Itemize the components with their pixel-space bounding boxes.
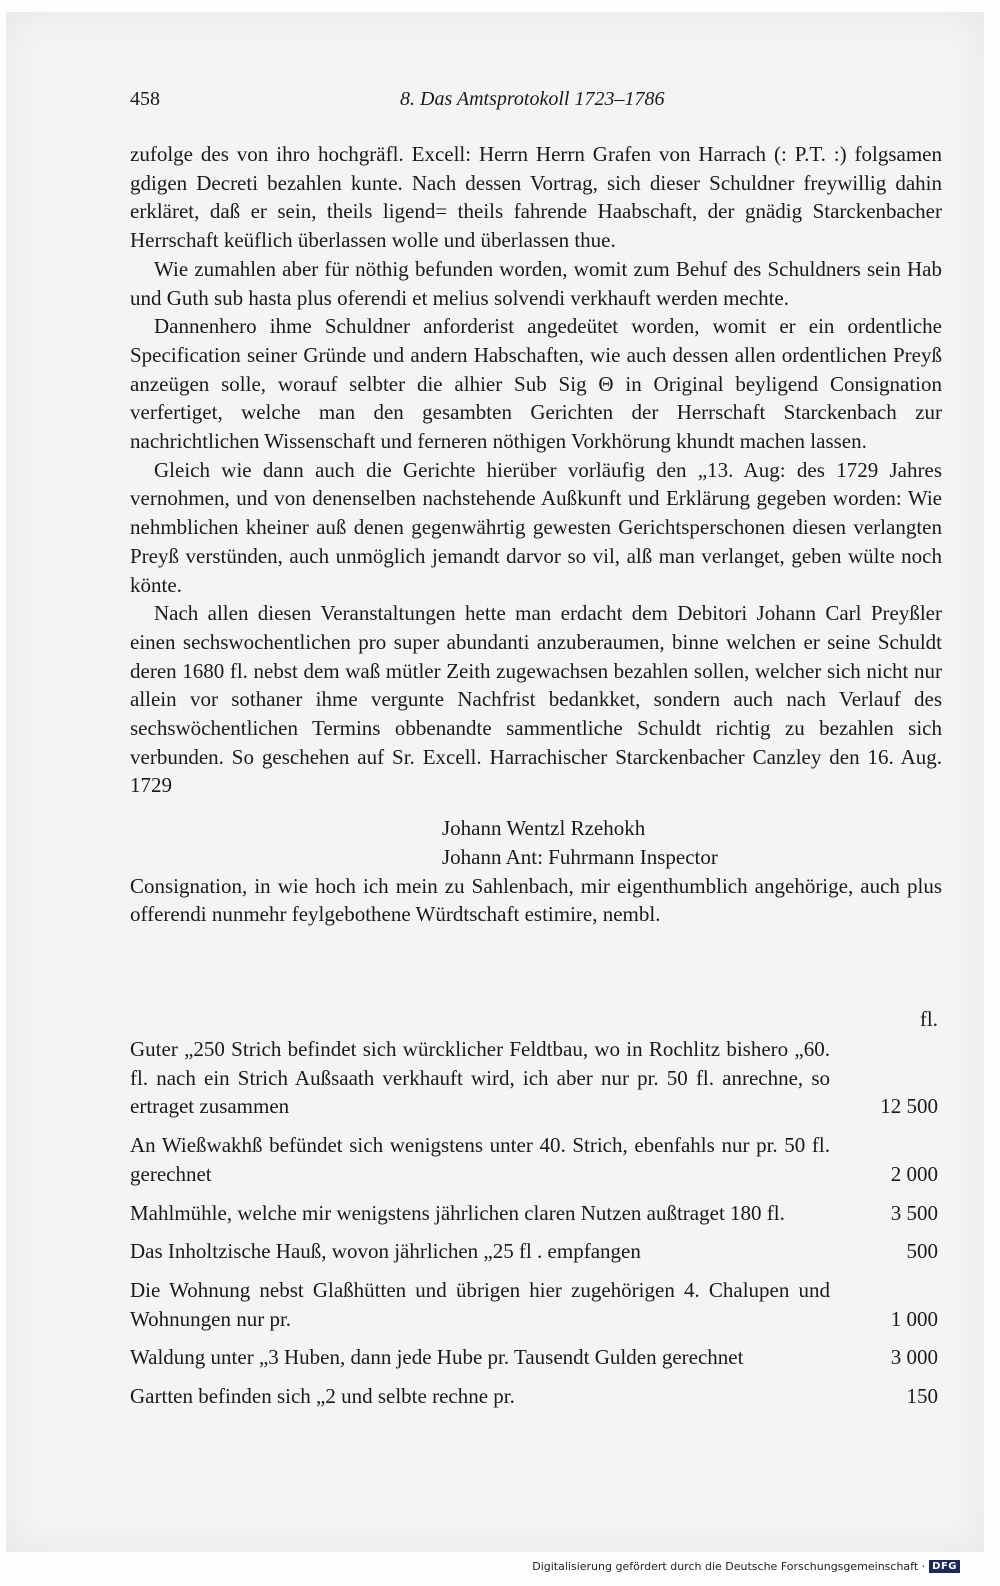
table-row xyxy=(130,1382,942,1411)
row-text: Das Inholtzische Hauß, wovon jährlichen „25 fl . empfangen xyxy=(130,1239,641,1264)
paragraph: Dannenhero ihme Schuldner anforderist angedeütet worden, womit er ein ordentliche Specification seiner Gründe und andern Habschaften, wie auch dessen allen ordentlichen Preyß anzeügen solle, worauf selbter die alhier Sub Sig Θ in Original beyligend Consignation verfertiget, welche man den gesambten Gerichten der Herrschaft Starckenbach zur nachrichtlichen Wissenschaft und ferneren nöthigen Vorkhörung khundt machen lassen. xyxy=(130,314,942,454)
unit-header: fl. xyxy=(919,1007,938,1031)
table-row xyxy=(130,1131,942,1188)
row-text: An Wießwakhß befündet sich wenigstens unter 40. Strich, ebenfahls nur pr. 50 fl. gerechnet xyxy=(130,1133,830,1186)
table-row xyxy=(130,1237,942,1266)
row-amount: 2 000 xyxy=(890,1161,938,1186)
row-text: Gartten befinden sich „2 und selbte rechne pr. xyxy=(130,1384,515,1409)
row-amount: 1 000 xyxy=(890,1306,938,1331)
body-text xyxy=(130,140,942,929)
row-text: Guter „250 Strich befindet sich würcklicher Feldtbau, wo in Rochlitz bishero „60. fl. nach ein Strich Außsaath verkhauft wird, ich aber nur pr. 50 fl. anrechne, so ertraget zusammen xyxy=(130,1037,830,1119)
signature-line: Johann Wentzl Rzehokh xyxy=(442,816,646,841)
page-number: 458 xyxy=(130,88,160,110)
paragraph: zufolge des von ihro hochgräfl. Excell: Herrn Herrn Grafen von Harrach (: P.T. :) folgsamen gdigen Decreti bezahlen kunte. Nach dessen Vortrag, sich dieser Schuldner freywillig dahin erkläret, daß er sein, theils ligend= theils fahrende Haabschaft, der gnädig Starckenbacher Herrschaft keüflich überlassen wolle und überlassen thue. xyxy=(130,142,942,253)
digitization-footer xyxy=(532,1560,960,1573)
row-text: Mahlmühle, welche mir wenigstens jährlichen claren Nutzen außtraget 180 fl. xyxy=(130,1200,785,1225)
row-amount: 12 500 xyxy=(880,1094,938,1119)
paragraph: Wie zumahlen aber für nöthig befunden worden, womit zum Behuf des Schuldners sein Hab und Guth sub hasta plus oferendi et melius solvendi verkhauft werden mechte. xyxy=(130,256,942,310)
dfg-logo: DFG xyxy=(929,1560,960,1573)
table-row xyxy=(130,1035,942,1121)
row-text: Die Wohnung nebst Glaßhütten und übrigen hier zugehörigen 4. Chalupen und Wohnungen nur pr. xyxy=(130,1277,830,1331)
paragraph: Nach allen diesen Veranstaltungen hette man erdacht dem Debitori Johann Carl Preyßler einen sechswochentlichen pro super abundanti anzuberaumen, binne welchen er seine Schuldt deren 1680 fl. nebst dem waß mütler Zeith zugewachsen bezahlen sollen, welcher sich nicht nur allein vor sothaner ihme vergunte Nachfrist bedankket, sondern auch nach Verlauf des sechswöchentlichen Termins obbenandte sammentliche Schuldt richtig zu bezahlen sich verbunden. So geschehen auf Sr. Excell. Harrachischer Starckenbacher Canzley den 16. Aug. 1729 xyxy=(130,601,942,798)
row-amount: 150 xyxy=(906,1384,938,1409)
row-amount: 500 xyxy=(906,1239,938,1264)
page-header xyxy=(130,88,942,118)
consignation-intro: Consignation, in wie hoch ich mein zu Sahlenbach, mir eigenthumblich angehörige, auch plus offerendi nunmehr feylgebothene Würdtschaft estimire, nembl. xyxy=(130,873,942,927)
signature-block xyxy=(130,814,942,871)
row-amount: 3 500 xyxy=(890,1200,938,1225)
table-row xyxy=(130,1276,942,1333)
table-row xyxy=(130,1343,942,1372)
signature-line: Johann Ant: Fuhrmann Inspector xyxy=(442,844,718,869)
row-text: Waldung unter „3 Huben, dann jede Hube pr. Tausendt Gulden gerechnet xyxy=(130,1345,744,1370)
running-head: 8. Das Amtsprotokoll 1723–1786 xyxy=(400,88,665,110)
row-amount: 3 000 xyxy=(890,1345,938,1370)
consignation-table xyxy=(130,1005,942,1421)
footer-credit: Digitalisierung gefördert durch die Deutsche Forschungsgemeinschaft · xyxy=(532,1560,926,1573)
paragraph: Gleich wie dann auch die Gerichte hierüber vorläufig den „13. Aug: des 1729 Jahres vernohmen, und von denenselben nachstehende Außkunft und Erklärung gegeben worden: Wie nehmblichen kheiner auß denen gegenwährtig gewesten Gerichtsperschonen diesen verlangten Preyß verstünden, auch unmöglich jemandt darvor so vil, alß man verlanget, geben wülte noch könte. xyxy=(130,457,942,597)
table-row xyxy=(130,1199,942,1228)
